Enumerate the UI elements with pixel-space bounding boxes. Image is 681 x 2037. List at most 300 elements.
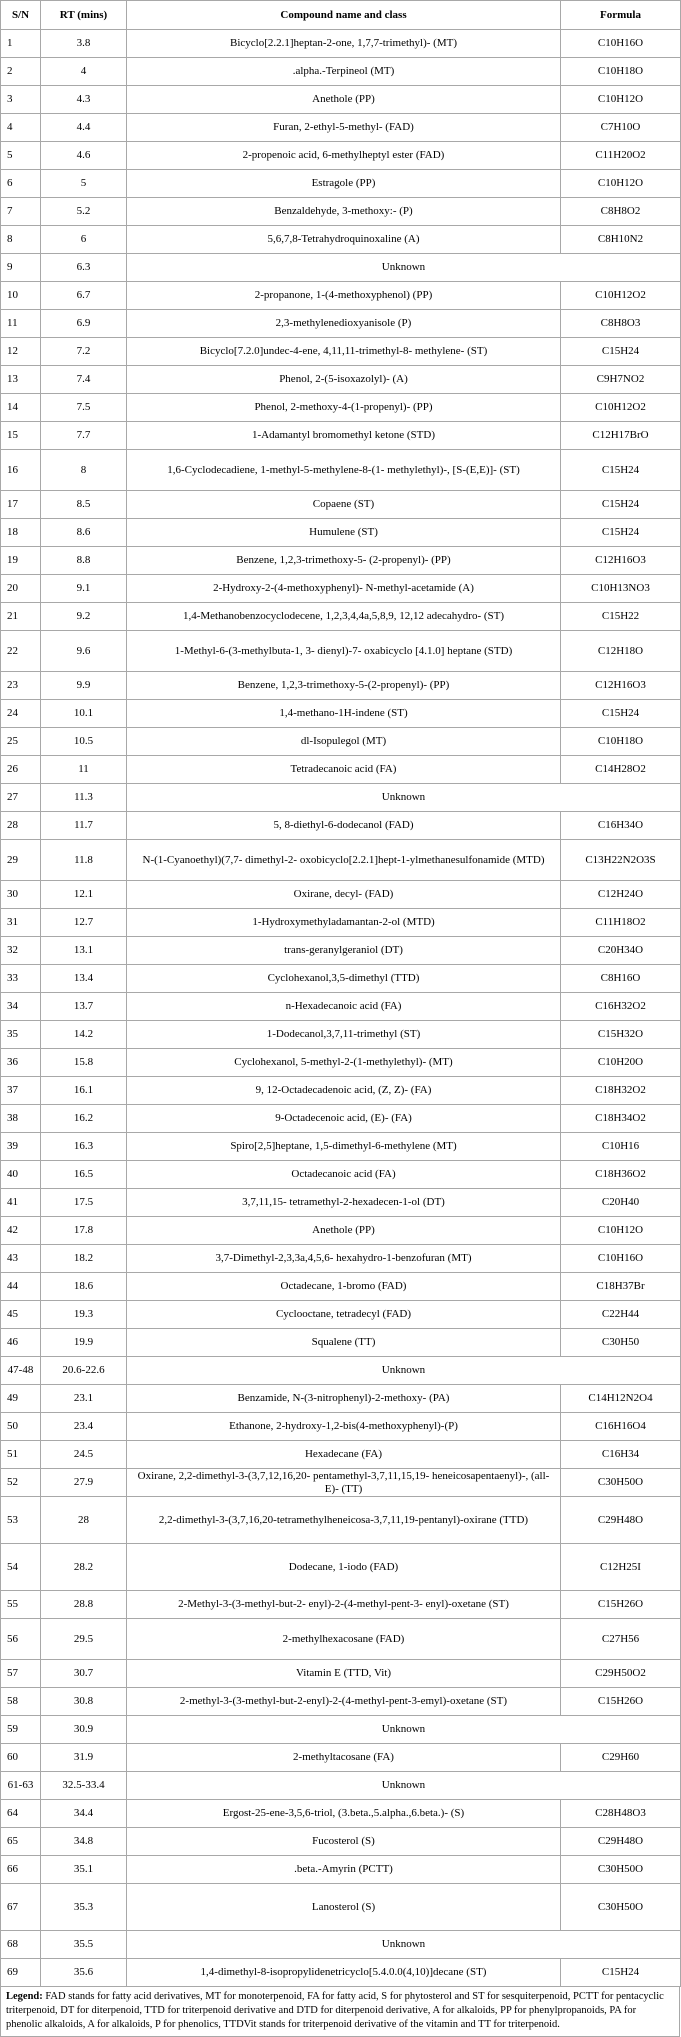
formula-cell: C15H24 — [561, 338, 681, 366]
formula-cell: C18H36O2 — [561, 1161, 681, 1189]
sn-cell: 9 — [1, 254, 41, 282]
rt-cell: 35.3 — [41, 1884, 127, 1931]
rt-cell: 17.5 — [41, 1189, 127, 1217]
table-row — [1, 1189, 681, 1217]
rt-cell: 28 — [41, 1497, 127, 1544]
rt-cell: 27.9 — [41, 1469, 127, 1497]
compound-cell: Unknown — [127, 784, 681, 812]
rt-cell: 8.8 — [41, 547, 127, 575]
table-row — [1, 1301, 681, 1329]
table-row — [1, 1105, 681, 1133]
rt-cell: 4 — [41, 58, 127, 86]
rt-cell: 6.3 — [41, 254, 127, 282]
rt-cell: 13.4 — [41, 965, 127, 993]
compound-cell: 2-propanone, 1-(4-methoxyphenol) (PP) — [127, 282, 561, 310]
sn-cell: 52 — [1, 1469, 41, 1497]
table-row — [1, 1688, 681, 1716]
sn-cell: 57 — [1, 1660, 41, 1688]
formula-cell: C12H18O — [561, 631, 681, 672]
rt-cell: 14.2 — [41, 1021, 127, 1049]
sn-cell: 6 — [1, 170, 41, 198]
sn-cell: 44 — [1, 1273, 41, 1301]
sn-cell: 15 — [1, 422, 41, 450]
table-row — [1, 881, 681, 909]
table-row — [1, 784, 681, 812]
formula-cell: C30H50O — [561, 1469, 681, 1497]
table-row — [1, 1772, 681, 1800]
compound-cell: 2-propenoic acid, 6-methylheptyl ester (FAD) — [127, 142, 561, 170]
formula-cell: C8H16O — [561, 965, 681, 993]
formula-cell: C12H16O3 — [561, 672, 681, 700]
rt-cell: 9.2 — [41, 603, 127, 631]
formula-cell: C14H12N2O4 — [561, 1385, 681, 1413]
rt-cell: 6 — [41, 226, 127, 254]
compound-cell: Vitamin E (TTD, Vit) — [127, 1660, 561, 1688]
sn-cell: 58 — [1, 1688, 41, 1716]
sn-cell: 21 — [1, 603, 41, 631]
rt-cell: 16.3 — [41, 1133, 127, 1161]
compound-cell: Benzamide, N-(3-nitrophenyl)-2-methoxy- (PA) — [127, 1385, 561, 1413]
compound-cell: 1,4-Methanobenzocyclodecene, 1,2,3,4,4a,5,8,9, 12,12 adecahydro- (ST) — [127, 603, 561, 631]
sn-cell: 51 — [1, 1441, 41, 1469]
compound-cell: Copaene (ST) — [127, 491, 561, 519]
sn-cell: 40 — [1, 1161, 41, 1189]
table-row — [1, 142, 681, 170]
compound-cell: Lanosterol (S) — [127, 1884, 561, 1931]
table-row — [1, 422, 681, 450]
compound-cell: Phenol, 2-(5-isoxazolyl)- (A) — [127, 366, 561, 394]
rt-cell: 23.1 — [41, 1385, 127, 1413]
compound-cell: Oxirane, decyl- (FAD) — [127, 881, 561, 909]
formula-cell: C27H56 — [561, 1619, 681, 1660]
rt-cell: 35.5 — [41, 1931, 127, 1959]
sn-cell: 43 — [1, 1245, 41, 1273]
table-row — [1, 1133, 681, 1161]
sn-cell: 61-63 — [1, 1772, 41, 1800]
table-row — [1, 450, 681, 491]
rt-cell: 9.1 — [41, 575, 127, 603]
formula-cell: C16H32O2 — [561, 993, 681, 1021]
sn-cell: 20 — [1, 575, 41, 603]
compound-cell: 1,4-methano-1H-indene (ST) — [127, 700, 561, 728]
sn-cell: 22 — [1, 631, 41, 672]
sn-cell: 30 — [1, 881, 41, 909]
header-rt: RT (mins) — [41, 1, 127, 30]
rt-cell: 7.5 — [41, 394, 127, 422]
table-row — [1, 491, 681, 519]
rt-cell: 11.3 — [41, 784, 127, 812]
compound-cell: Cyclohexanol,3,5-dimethyl (TTD) — [127, 965, 561, 993]
sn-cell: 41 — [1, 1189, 41, 1217]
sn-cell: 34 — [1, 993, 41, 1021]
compound-cell: Humulene (ST) — [127, 519, 561, 547]
rt-cell: 32.5-33.4 — [41, 1772, 127, 1800]
rt-cell: 18.2 — [41, 1245, 127, 1273]
compound-cell: Phenol, 2-methoxy-4-(1-propenyl)- (PP) — [127, 394, 561, 422]
sn-cell: 29 — [1, 840, 41, 881]
formula-cell: C14H28O2 — [561, 756, 681, 784]
rt-cell: 19.9 — [41, 1329, 127, 1357]
table-row — [1, 1077, 681, 1105]
rt-cell: 34.4 — [41, 1800, 127, 1828]
sn-cell: 19 — [1, 547, 41, 575]
compound-cell: Ethanone, 2-hydroxy-1,2-bis(4-methoxyphenyl)-(P) — [127, 1413, 561, 1441]
sn-cell: 4 — [1, 114, 41, 142]
compound-cell: .beta.-Amyrin (PCTT) — [127, 1856, 561, 1884]
table-row — [1, 909, 681, 937]
table-row — [1, 840, 681, 881]
sn-cell: 31 — [1, 909, 41, 937]
rt-cell: 12.7 — [41, 909, 127, 937]
rt-cell: 7.7 — [41, 422, 127, 450]
table-row — [1, 547, 681, 575]
compound-cell: 2-methyl-3-(3-methyl-but-2-enyl)-2-(4-methyl-pent-3-emyl)-oxetane (ST) — [127, 1688, 561, 1716]
table-row — [1, 86, 681, 114]
compound-cell: Bicyclo[7.2.0]undec-4-ene, 4,11,11-trimethyl-8- methylene- (ST) — [127, 338, 561, 366]
table-row — [1, 1273, 681, 1301]
sn-cell: 28 — [1, 812, 41, 840]
rt-cell: 8.6 — [41, 519, 127, 547]
table-row — [1, 1828, 681, 1856]
formula-cell: C10H12O2 — [561, 282, 681, 310]
rt-cell: 3.8 — [41, 30, 127, 58]
table-row — [1, 1591, 681, 1619]
compound-cell: Bicyclo[2.2.1]heptan-2-one, 1,7,7-trimethyl)- (MT) — [127, 30, 561, 58]
formula-cell: C15H24 — [561, 1959, 681, 1987]
formula-cell: C12H24O — [561, 881, 681, 909]
sn-cell: 7 — [1, 198, 41, 226]
rt-cell: 7.4 — [41, 366, 127, 394]
rt-cell: 30.8 — [41, 1688, 127, 1716]
formula-cell: C30H50O — [561, 1884, 681, 1931]
compound-cell: Tetradecanoic acid (FA) — [127, 756, 561, 784]
sn-cell: 16 — [1, 450, 41, 491]
table-row — [1, 1931, 681, 1959]
compound-cell: n-Hexadecanoic acid (FA) — [127, 993, 561, 1021]
table-legend — [0, 1987, 680, 2037]
sn-cell: 23 — [1, 672, 41, 700]
rt-cell: 24.5 — [41, 1441, 127, 1469]
formula-cell: C18H34O2 — [561, 1105, 681, 1133]
rt-cell: 7.2 — [41, 338, 127, 366]
table-row — [1, 30, 681, 58]
formula-cell: C10H12O — [561, 86, 681, 114]
sn-cell: 18 — [1, 519, 41, 547]
formula-cell: C16H34O — [561, 812, 681, 840]
sn-cell: 17 — [1, 491, 41, 519]
sn-cell: 64 — [1, 1800, 41, 1828]
sn-cell: 42 — [1, 1217, 41, 1245]
formula-cell: C8H8O2 — [561, 198, 681, 226]
formula-cell: C7H10O — [561, 114, 681, 142]
compound-cell: Spiro[2,5]heptane, 1,5-dimethyl-6-methylene (MT) — [127, 1133, 561, 1161]
compound-cell: 2,3-methylenedioxyanisole (P) — [127, 310, 561, 338]
rt-cell: 20.6-22.6 — [41, 1357, 127, 1385]
rt-cell: 17.8 — [41, 1217, 127, 1245]
table-row — [1, 254, 681, 282]
rt-cell: 9.6 — [41, 631, 127, 672]
table-row — [1, 1049, 681, 1077]
sn-cell: 69 — [1, 1959, 41, 1987]
sn-cell: 66 — [1, 1856, 41, 1884]
formula-cell: C20H40 — [561, 1189, 681, 1217]
rt-cell: 18.6 — [41, 1273, 127, 1301]
rt-cell: 31.9 — [41, 1744, 127, 1772]
sn-cell: 2 — [1, 58, 41, 86]
compound-cell: 9-Octadecenoic acid, (E)- (FA) — [127, 1105, 561, 1133]
formula-cell: C28H48O3 — [561, 1800, 681, 1828]
formula-cell: C10H12O2 — [561, 394, 681, 422]
sn-cell: 46 — [1, 1329, 41, 1357]
formula-cell: C10H18O — [561, 728, 681, 756]
formula-cell: C29H60 — [561, 1744, 681, 1772]
formula-cell: C22H44 — [561, 1301, 681, 1329]
rt-cell: 10.5 — [41, 728, 127, 756]
compound-cell: Unknown — [127, 1931, 681, 1959]
compound-cell: Cyclohexanol, 5-methyl-2-(1-methylethyl)- (MT) — [127, 1049, 561, 1077]
table-row — [1, 1497, 681, 1544]
compound-cell: 2-methylhexacosane (FAD) — [127, 1619, 561, 1660]
sn-cell: 10 — [1, 282, 41, 310]
table-row — [1, 1716, 681, 1744]
table-body — [1, 30, 681, 1987]
compound-cell: Dodecane, 1-iodo (FAD) — [127, 1544, 561, 1591]
formula-cell: C15H24 — [561, 700, 681, 728]
rt-cell: 35.1 — [41, 1856, 127, 1884]
table-row — [1, 1385, 681, 1413]
compound-cell: Benzene, 1,2,3-trimethoxy-5-(2-propenyl)- (PP) — [127, 672, 561, 700]
rt-cell: 23.4 — [41, 1413, 127, 1441]
rt-cell: 6.9 — [41, 310, 127, 338]
table-row — [1, 672, 681, 700]
compound-cell: Hexadecane (FA) — [127, 1441, 561, 1469]
table-row — [1, 1161, 681, 1189]
table-row — [1, 1021, 681, 1049]
sn-cell: 36 — [1, 1049, 41, 1077]
compound-cell: 1-Adamantyl bromomethyl ketone (STD) — [127, 422, 561, 450]
compound-cell: 1-Dodecanol,3,7,11-trimethyl (ST) — [127, 1021, 561, 1049]
sn-cell: 33 — [1, 965, 41, 993]
sn-cell: 68 — [1, 1931, 41, 1959]
compound-cell: Fucosterol (S) — [127, 1828, 561, 1856]
compound-cell: Ergost-25-ene-3,5,6-triol, (3.beta.,5.alpha.,6.beta.)- (S) — [127, 1800, 561, 1828]
table-row — [1, 1660, 681, 1688]
table-row — [1, 575, 681, 603]
formula-cell: C11H18O2 — [561, 909, 681, 937]
compound-cell: 5, 8-diethyl-6-dodecanol (FAD) — [127, 812, 561, 840]
sn-cell: 32 — [1, 937, 41, 965]
formula-cell: C10H18O — [561, 58, 681, 86]
formula-cell: C16H16O4 — [561, 1413, 681, 1441]
formula-cell: C12H17BrO — [561, 422, 681, 450]
table-header-row — [1, 1, 681, 30]
formula-cell: C12H25I — [561, 1544, 681, 1591]
sn-cell: 27 — [1, 784, 41, 812]
compound-cell: Squalene (TT) — [127, 1329, 561, 1357]
table-row — [1, 1357, 681, 1385]
compound-cell: 3,7,11,15- tetramethyl-2-hexadecen-1-ol (DT) — [127, 1189, 561, 1217]
rt-cell: 13.7 — [41, 993, 127, 1021]
formula-cell: C11H20O2 — [561, 142, 681, 170]
sn-cell: 26 — [1, 756, 41, 784]
table-row — [1, 603, 681, 631]
compound-cell: Cyclooctane, tetradecyl (FAD) — [127, 1301, 561, 1329]
rt-cell: 13.1 — [41, 937, 127, 965]
compound-cell: Anethole (PP) — [127, 86, 561, 114]
rt-cell: 16.2 — [41, 1105, 127, 1133]
formula-cell: C29H50O2 — [561, 1660, 681, 1688]
table-row — [1, 1469, 681, 1497]
sn-cell: 13 — [1, 366, 41, 394]
rt-cell: 11.8 — [41, 840, 127, 881]
rt-cell: 4.3 — [41, 86, 127, 114]
compound-cell: 2-Methyl-3-(3-methyl-but-2- enyl)-2-(4-methyl-pent-3- enyl)-oxetane (ST) — [127, 1591, 561, 1619]
header-sn: S/N — [1, 1, 41, 30]
sn-cell: 55 — [1, 1591, 41, 1619]
formula-cell: C16H34 — [561, 1441, 681, 1469]
table-row — [1, 1619, 681, 1660]
table-row — [1, 1959, 681, 1987]
sn-cell: 25 — [1, 728, 41, 756]
sn-cell: 65 — [1, 1828, 41, 1856]
rt-cell: 12.1 — [41, 881, 127, 909]
compound-cell: trans-geranylgeraniol (DT) — [127, 937, 561, 965]
table-row — [1, 366, 681, 394]
table-row — [1, 1800, 681, 1828]
table-row — [1, 1441, 681, 1469]
compound-cell: 5,6,7,8-Tetrahydroquinoxaline (A) — [127, 226, 561, 254]
compound-cell: Benzaldehyde, 3-methoxy:- (P) — [127, 198, 561, 226]
table-row — [1, 1413, 681, 1441]
compound-cell: Furan, 2-ethyl-5-methyl- (FAD) — [127, 114, 561, 142]
rt-cell: 8 — [41, 450, 127, 491]
compound-cell: Estragole (PP) — [127, 170, 561, 198]
table-row — [1, 519, 681, 547]
formula-cell: C29H48O — [561, 1828, 681, 1856]
formula-cell: C8H8O3 — [561, 310, 681, 338]
formula-cell: C9H7NO2 — [561, 366, 681, 394]
sn-cell: 67 — [1, 1884, 41, 1931]
formula-cell: C10H16O — [561, 30, 681, 58]
rt-cell: 8.5 — [41, 491, 127, 519]
formula-cell: C15H26O — [561, 1688, 681, 1716]
header-compound: Compound name and class — [127, 1, 561, 30]
rt-cell: 5 — [41, 170, 127, 198]
sn-cell: 54 — [1, 1544, 41, 1591]
rt-cell: 30.9 — [41, 1716, 127, 1744]
table-row — [1, 631, 681, 672]
compound-cell: 2-methyltacosane (FA) — [127, 1744, 561, 1772]
sn-cell: 47-48 — [1, 1357, 41, 1385]
sn-cell: 37 — [1, 1077, 41, 1105]
formula-cell: C30H50 — [561, 1329, 681, 1357]
table-row — [1, 1744, 681, 1772]
sn-cell: 56 — [1, 1619, 41, 1660]
compound-cell: Oxirane, 2,2-dimethyl-3-(3,7,12,16,20- pentamethyl-3,7,11,15,19- heneicosapentaenyl)-, (all-E)- (TT) — [127, 1469, 561, 1497]
table-row — [1, 756, 681, 784]
table-row — [1, 58, 681, 86]
sn-cell: 50 — [1, 1413, 41, 1441]
table-row — [1, 338, 681, 366]
legend-text: FAD stands for fatty acid derivatives, MT for monoterpenoid, FA for fatty acid, S for phytosterol and ST for sesquiterpenoid, PCTT for pentacyclic triterpenoid, DT for diterpenoid, TTD for triterpenoid derivative and DTD for diterpenoid derivative, A for alkaloids, PP for phenylpropanoids, PA for phenolic alkaloids, A for alkaloids, P for phenolics, TTDVit stands for triterpenoid derivative of the vitamin and TT for triterpenoid. — [6, 1991, 664, 2030]
table-row — [1, 310, 681, 338]
table-row — [1, 394, 681, 422]
table-row — [1, 700, 681, 728]
compound-cell: 1,6-Cyclodecadiene, 1-methyl-5-methylene-8-(1- methylethyl)-, [S-(E,E)]- (ST) — [127, 450, 561, 491]
formula-cell: C10H20O — [561, 1049, 681, 1077]
compound-cell: 3,7-Dimethyl-2,3,3a,4,5,6- hexahydro-1-benzofuran (MT) — [127, 1245, 561, 1273]
compound-cell: Octadecanoic acid (FA) — [127, 1161, 561, 1189]
sn-cell: 1 — [1, 30, 41, 58]
table-row — [1, 1245, 681, 1273]
formula-cell: C15H24 — [561, 491, 681, 519]
rt-cell: 28.2 — [41, 1544, 127, 1591]
table-row — [1, 282, 681, 310]
sn-cell: 11 — [1, 310, 41, 338]
table-row — [1, 1544, 681, 1591]
table-row — [1, 965, 681, 993]
sn-cell: 49 — [1, 1385, 41, 1413]
rt-cell: 11 — [41, 756, 127, 784]
formula-cell: C20H34O — [561, 937, 681, 965]
rt-cell: 16.5 — [41, 1161, 127, 1189]
table-row — [1, 170, 681, 198]
rt-cell: 4.4 — [41, 114, 127, 142]
table-row — [1, 114, 681, 142]
formula-cell: C15H26O — [561, 1591, 681, 1619]
table-row — [1, 937, 681, 965]
formula-cell: C30H50O — [561, 1856, 681, 1884]
rt-cell: 10.1 — [41, 700, 127, 728]
rt-cell: 30.7 — [41, 1660, 127, 1688]
sn-cell: 14 — [1, 394, 41, 422]
rt-cell: 11.7 — [41, 812, 127, 840]
compound-cell: 1-Methyl-6-(3-methylbuta-1, 3- dienyl)-7- oxabicyclo [4.1.0] heptane (STD) — [127, 631, 561, 672]
compound-cell: 2,2-dimethyl-3-(3,7,16,20-tetramethylheneicosa-3,7,11,19-pentanyl)-oxirane (TTD) — [127, 1497, 561, 1544]
sn-cell: 12 — [1, 338, 41, 366]
compound-cell: Unknown — [127, 254, 681, 282]
table-row — [1, 1856, 681, 1884]
rt-cell: 16.1 — [41, 1077, 127, 1105]
compound-cell: 1-Hydroxymethyladamantan-2-ol (MTD) — [127, 909, 561, 937]
sn-cell: 53 — [1, 1497, 41, 1544]
compound-cell: Unknown — [127, 1357, 681, 1385]
rt-cell: 6.7 — [41, 282, 127, 310]
compound-cell: Unknown — [127, 1772, 681, 1800]
formula-cell: C10H16 — [561, 1133, 681, 1161]
formula-cell: C10H16O — [561, 1245, 681, 1273]
compound-cell: .alpha.-Terpineol (MT) — [127, 58, 561, 86]
table-row — [1, 993, 681, 1021]
table-row — [1, 1884, 681, 1931]
rt-cell: 5.2 — [41, 198, 127, 226]
rt-cell: 35.6 — [41, 1959, 127, 1987]
formula-cell: C18H37Br — [561, 1273, 681, 1301]
table-row — [1, 198, 681, 226]
sn-cell: 24 — [1, 700, 41, 728]
compound-cell: N-(1-Cyanoethyl)(7,7- dimethyl-2- oxobicyclo[2.2.1]hept-1-ylmethanesulfonamide (MTD) — [127, 840, 561, 881]
compound-cell: 9, 12-Octadecadenoic acid, (Z, Z)- (FA) — [127, 1077, 561, 1105]
compound-cell: dl-Isopulegol (MT) — [127, 728, 561, 756]
sn-cell: 35 — [1, 1021, 41, 1049]
formula-cell: C8H10N2 — [561, 226, 681, 254]
compound-cell: Benzene, 1,2,3-trimethoxy-5- (2-propenyl)- (PP) — [127, 547, 561, 575]
sn-cell: 3 — [1, 86, 41, 114]
sn-cell: 5 — [1, 142, 41, 170]
table-row — [1, 1217, 681, 1245]
rt-cell: 19.3 — [41, 1301, 127, 1329]
compound-cell: Anethole (PP) — [127, 1217, 561, 1245]
